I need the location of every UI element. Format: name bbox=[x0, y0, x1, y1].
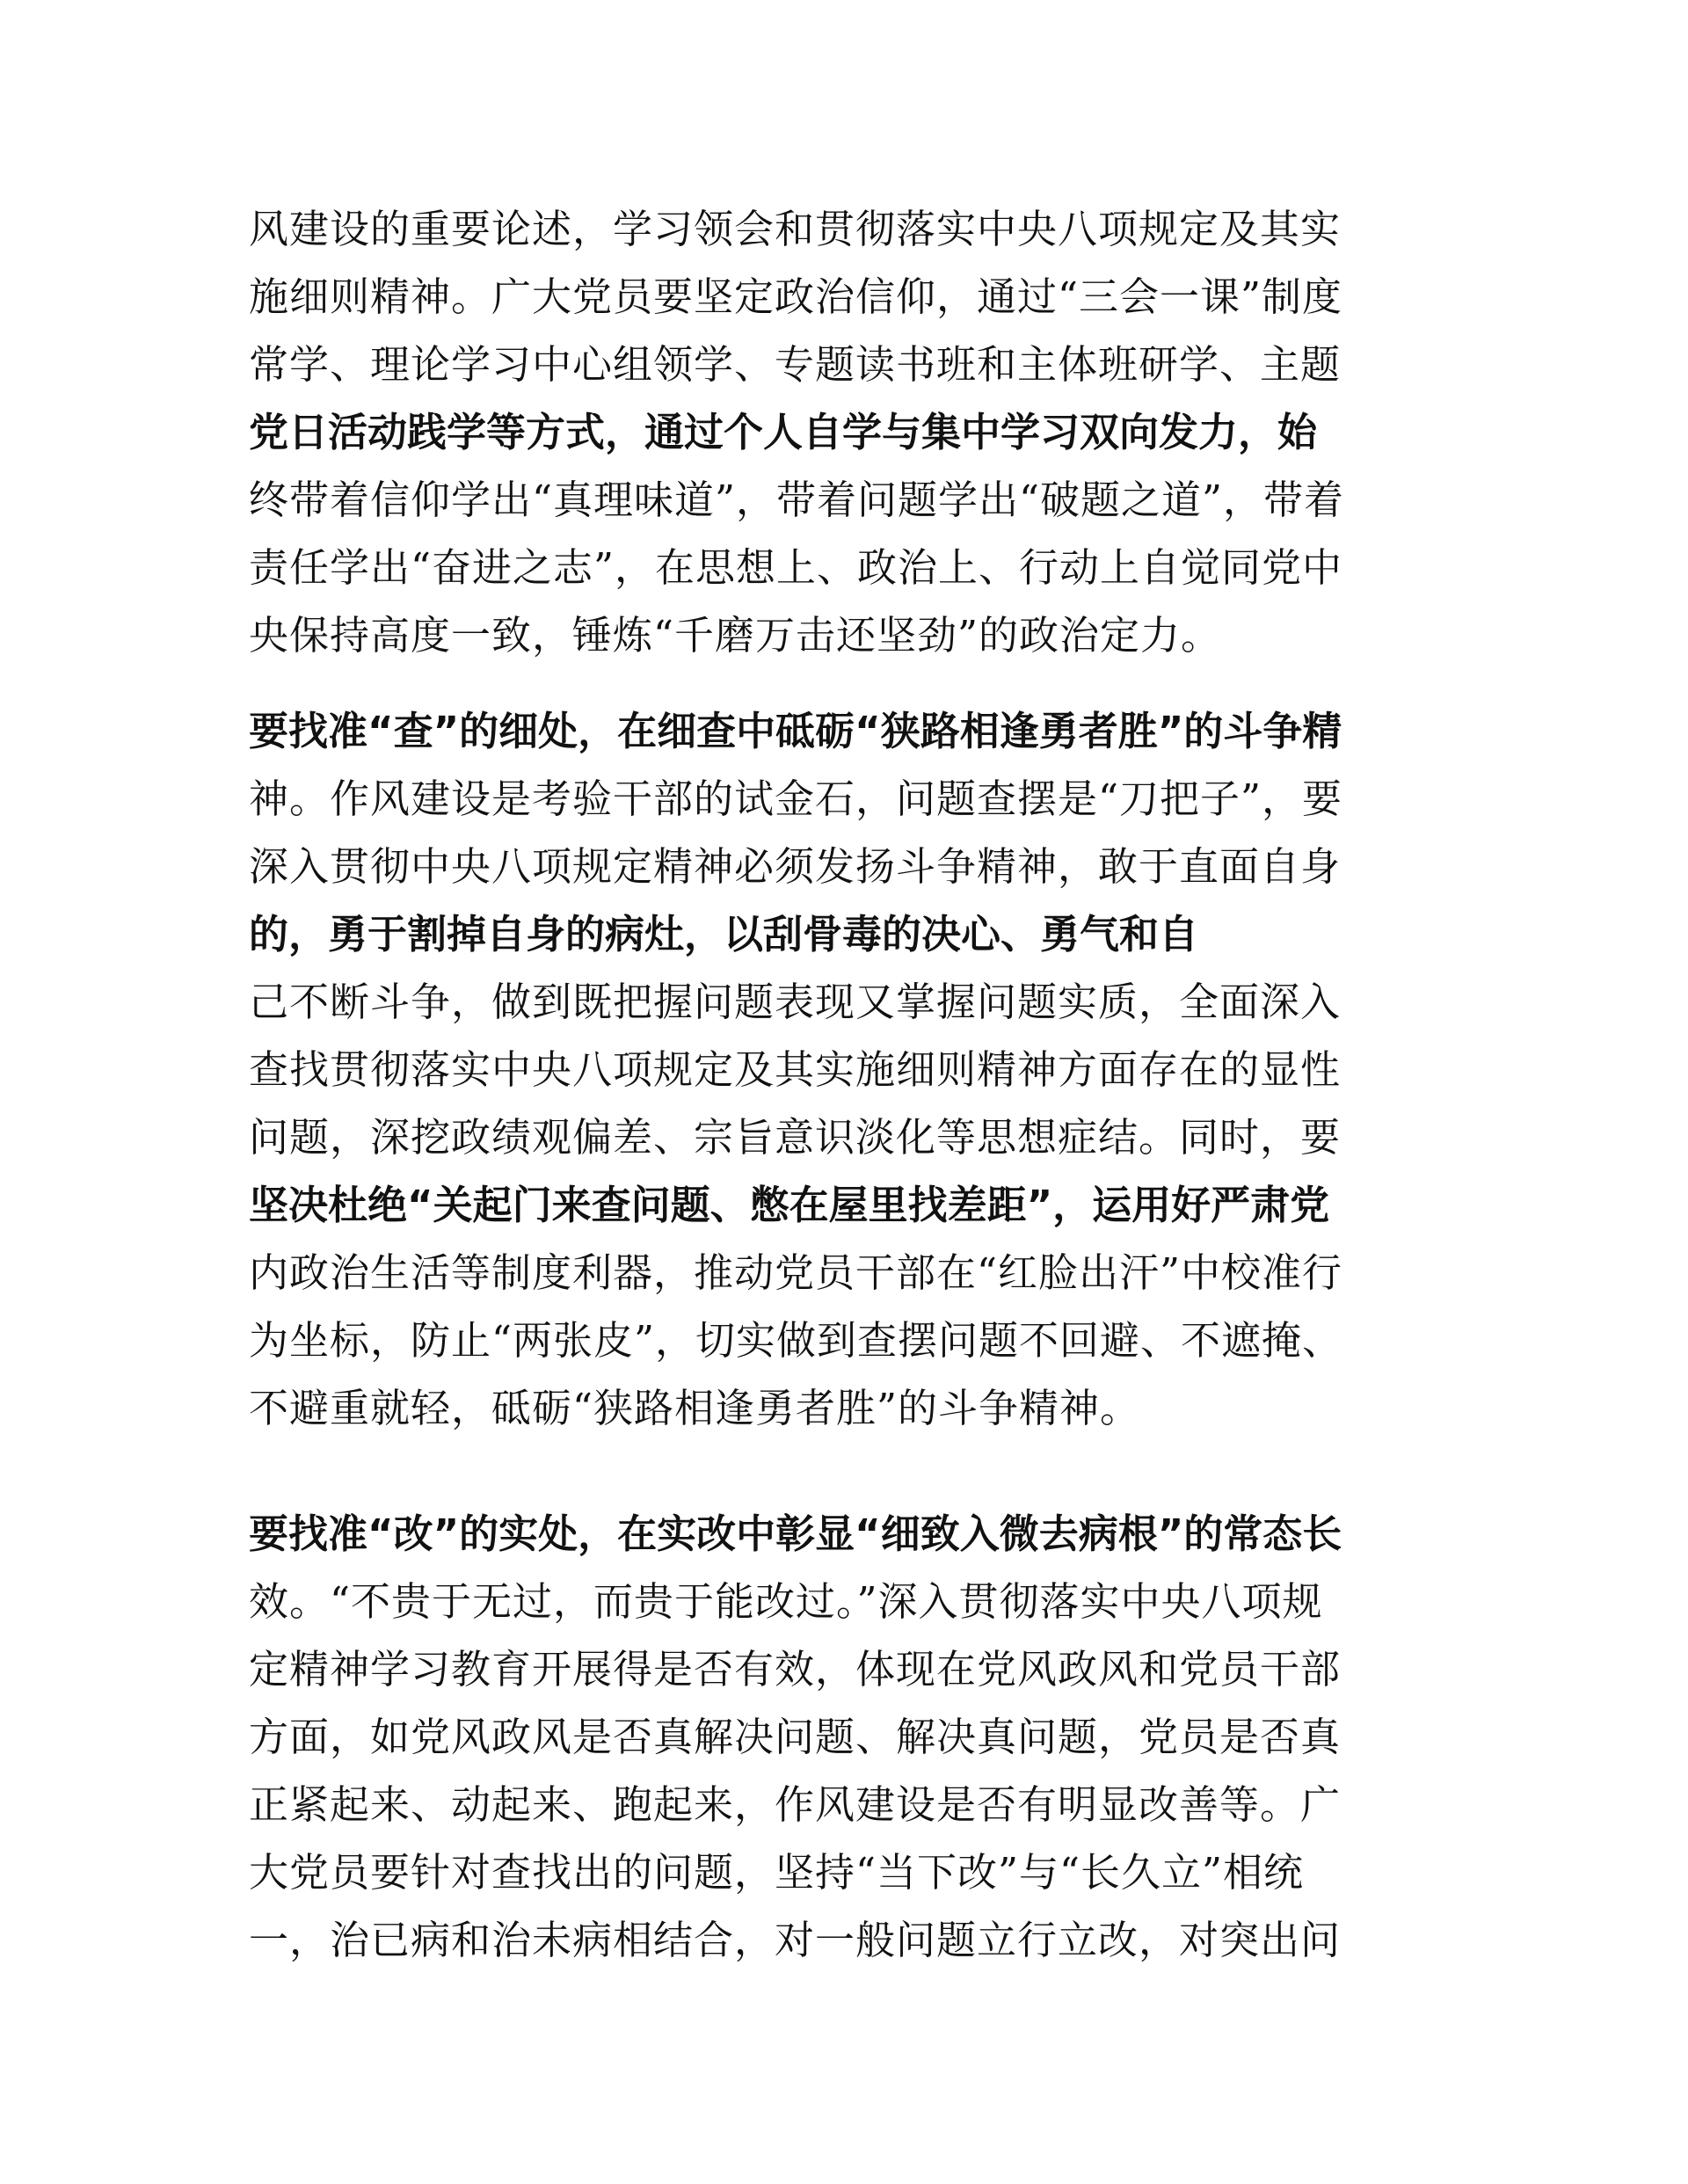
text-line: 查找贯彻落实中央八项规定及其实施细则精神方面存在的显性 bbox=[249, 1046, 1342, 1093]
paragraph-3 bbox=[249, 1500, 1480, 1974]
text-line: 常学、理论学习中心组领学、专题读书班和主体班研学、主题 bbox=[249, 341, 1342, 388]
text-line: 风建设的重要论述，学习领会和贯彻落实中央八项规定及其实 bbox=[249, 206, 1342, 252]
paragraph-heading-line: 要找准“改”的实处，在实改中彰显“细致入微去病根”的常态长 bbox=[249, 1511, 1342, 1557]
text-line: 内政治生活等制度利器，推动党员干部在“红脸出汗”中校准行 bbox=[249, 1249, 1343, 1296]
text-line: 一，治已病和治未病相结合，对一般问题立行立改，对突出问 bbox=[249, 1917, 1342, 1963]
text-line: 己不断斗争，做到既把握问题表现又掌握问题实质，全面深入 bbox=[249, 979, 1342, 1025]
text-line: 方面，如党风政风是否真解决问题、解决真问题，党员是否真 bbox=[249, 1714, 1342, 1760]
paragraph-heading-line: 要找准“查”的细处，在细查中砥砺“狭路相逢勇者胜”的斗争精 bbox=[249, 708, 1342, 754]
text-line: 效。“不贵于无过，而贵于能改过。”深入贯彻落实中央八项规 bbox=[249, 1578, 1323, 1625]
text-line: 央保持高度一致，锤炼“千磨万击还坚劲”的政治定力。 bbox=[249, 612, 1222, 659]
text-line: 问题，深挖政绩观偏差、宗旨意识淡化等思想症结。同时，要 bbox=[249, 1114, 1342, 1161]
text-line: 定精神学习教育开展得是否有效，体现在党风政风和党员干部 bbox=[249, 1646, 1342, 1693]
text-line: 党日活动践学等方式，通过个人自学与集中学习双向发力，始 bbox=[249, 409, 1318, 455]
text-line: 正紧起来、动起来、跑起来，作风建设是否有明显改善等。广 bbox=[249, 1781, 1342, 1828]
text-line: 的，勇于割掉自身的病灶，以刮骨毒的决心、勇气和自 bbox=[249, 911, 1199, 957]
text-line: 深入贯彻中央八项规定精神必须发扬斗争精神，敢于直面自身 bbox=[249, 843, 1342, 890]
text-line: 神。作风建设是考验干部的试金石，问题查摆是“刀把子”，要 bbox=[249, 775, 1343, 822]
text-line: 施细则精神。广大党员要坚定政治信仰，通过“三会一课”制度 bbox=[249, 273, 1343, 320]
text-line: 大党员要针对查找出的问题，坚持“当下改”与“长久立”相统 bbox=[249, 1849, 1305, 1896]
text-line: 责任学出“奋进之志”，在思想上、政治上、行动上自觉同党中 bbox=[249, 544, 1343, 591]
text-line: 不避重就轻，砥砺“狭路相逢勇者胜”的斗争精神。 bbox=[249, 1385, 1141, 1431]
paragraph-2 bbox=[249, 697, 1480, 1442]
text-line: 终带着信仰学出“真理味道”，带着问题学出“破题之道”，带着 bbox=[249, 477, 1345, 523]
paragraph-1 bbox=[249, 195, 1480, 669]
text-line: 坚决杜绝“关起门来查问题、憋在屋里找差距”，运用好严肃党 bbox=[249, 1182, 1330, 1228]
text-line: 为坐标，防止“两张皮”，切实做到查摆问题不回避、不遮掩、 bbox=[249, 1317, 1343, 1364]
